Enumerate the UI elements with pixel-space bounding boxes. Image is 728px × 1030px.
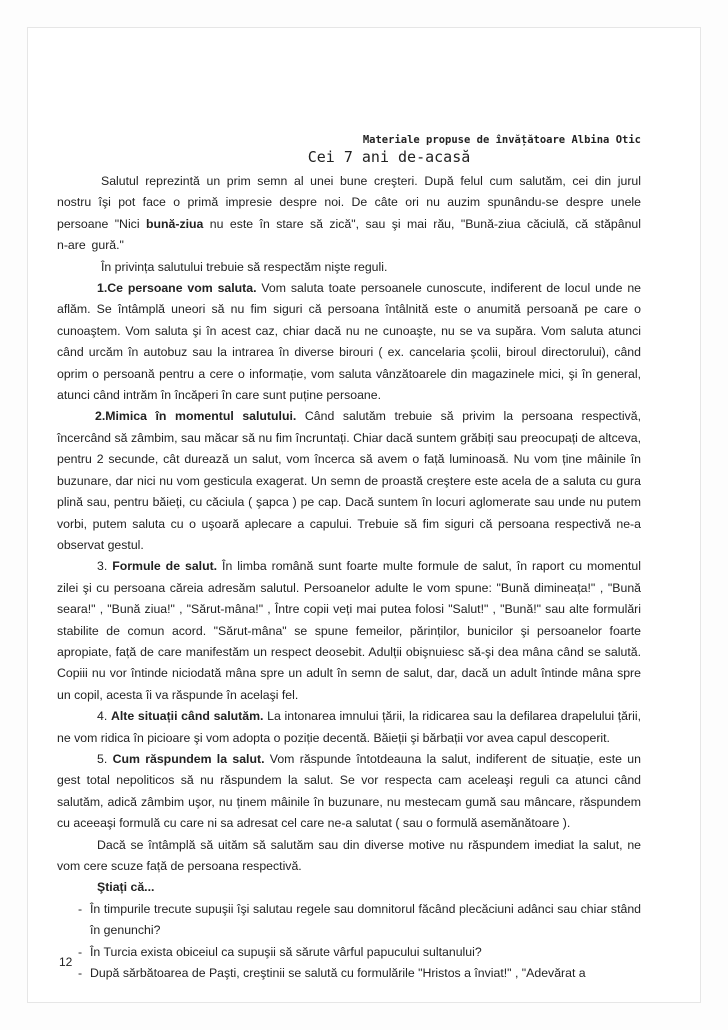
list-item-text: După sărbătoarea de Paşti, creştinii se salută cu formulările "Hristos a înviat!" , "Adevărat a <box>90 966 586 981</box>
list-dash: - <box>78 901 83 916</box>
section-2-text: Când salutăm trebuie să privim la persoana respectivă, încercând să zâmbim, sau măcar să nu fim încruntați. Chiar dacă suntem grăbiți sau preocupați de altceva, pentru 2 secunde, cât durează un salut, vom încerca să avem o față luminoasă. Nu vom ține mâinile în buzunare, dar nici nu vom gesticula exagerat. Un semn de proastă creştere este acela de a saluta cu gura plină sau, pentru băieți, cu căciula ( şapca ) pe cap. Dacă suntem în locuri aglomerate sau unde nu putem vorbi, putem saluta cu o uşoară aplecare a capului. Trebuie să fim siguri că persoana respectivă ne-a observat gestul. <box>57 409 641 552</box>
list-item <box>69 942 641 963</box>
section-1-text: Vom saluta toate persoanele cunoscute, indiferent de locul unde ne aflăm. Se întâmplă uneori să nu fim siguri că persoana întâlnită este o anumită persoană pe care o cunoaştem. Vom saluta şi în acest caz, chiar dacă nu ne cunoaşte, nu se va supăra. Vom saluta atunci când urcăm în autobuz sau la intrarea în diverse birouri ( ex. cancelaria şcolii, biroul directorului), când oprim o persoană pentru a cere o informație, vom saluta vânzătoarele din magazinele mici, şi în general, atunci când intrăm în încăperi în care sunt puține persoane. <box>57 281 642 403</box>
section-3 <box>57 556 641 706</box>
section-2 <box>57 406 641 556</box>
intro-paragraph <box>57 171 641 257</box>
rules-intro: În privința salutului trebuie să respectăm nişte reguli. <box>101 259 388 274</box>
section-1-heading: 1.Ce persoane vom saluta. <box>97 281 257 296</box>
did-you-know-title: Ştiați că... <box>97 880 155 895</box>
list-item <box>69 963 641 984</box>
section-3-number: 3. <box>97 559 113 574</box>
section-1 <box>57 278 641 406</box>
intro-text-a: Salutul reprezintă un prim semn al unei bune creşteri. După felul cum salutăm, cei din jurul nostru îşi pot face o primă impresie despre noi. De câte ori nu auzim spunându-se despre unele persoane "Nici <box>57 174 641 231</box>
section-5-text: Vom răspunde întotdeauna la salut, indiferent de situație, este un gest total nepoliticos să nu răspundem la salut. Se vor respecta cam aceleaşi reguli ca atunci când salutăm, adică zâmbim uşor, nu ținem mâinile în buzunare, nu mestecam gumă sau mâncare, răspundem cu aceeaşi formulă cu care ni sa adresat cel care ne-a salutat ( sau o formulă asemănătoare ). <box>57 751 641 831</box>
intro-bold-term: bună-ziua <box>145 216 204 231</box>
page-title: Cei 7 ani de-acasă <box>307 148 471 166</box>
did-you-know-heading <box>57 877 641 898</box>
list-item-text: În timpurile trecute supuşii îşi salutau regele sau domnitorul făcând plecăciuni adânci sau chiar stând în genunchi? <box>90 901 641 938</box>
closing-paragraph: Dacă se întâmplă să uităm să salutăm sau din diverse motive nu răspundem imediat la salut, ne vom cere scuze față de persoana respectivă. <box>57 837 641 873</box>
page-number: 12 <box>59 955 73 969</box>
section-3-text: În limba română sunt foarte multe formule de salut, în raport cu momentul zilei şi cu persoana căreia adresăm salutul. Persoanelor adulte le vom spune: "Bună dimineața!" , "Bună seara!" , "Bună ziua!" , "Sărut-mâna!" , Între copii veți mai putea folosi "Salut!" , "Bună!" sau alte formulări stabilite de comun acord. "Sărut-mâna" se spune femeilor, părinților, bunicilor şi persoanelor foarte apropiate, față de care manifestăm un respect deosebit. Adulții obişnuiesc să-şi dea mâna când se salută. Copiii nu vor întinde niciodată mâna spre un adult în semn de salut, dar, dacă un adult întinde mâna spre un copil, acesta îi va răspunde în acelaşi fel. <box>57 559 642 702</box>
section-2-heading: 2.Mimica în momentul salutului. <box>95 409 297 424</box>
list-dash: - <box>78 944 83 959</box>
section-4-heading: Alte situații când salutăm. <box>110 709 264 724</box>
section-4-text: La intonarea imnului țării, la ridicarea sau la defilarea drapelului țării, ne vom ridica în picioare şi vom adopta o poziție decentă. Băieții şi bărbații vor avea capul descoperit. <box>57 709 641 745</box>
section-4-number: 4. <box>97 709 111 724</box>
section-4 <box>57 706 641 749</box>
intro-text-c: nu este în stare să zică", sau şi mai rău, "Bună-ziua căciulă, că stăpânul n-are gură." <box>57 216 641 253</box>
page-content <box>57 105 641 984</box>
list-item-text: În Turcia exista obiceiul ca supuşii să sărute vârful papucului sultanului? <box>90 944 482 959</box>
list-dash: - <box>78 966 83 981</box>
section-3-heading: Formule de salut. <box>112 559 218 574</box>
section-5-heading: Cum răspundem la salut. <box>112 751 265 766</box>
author-line: Materiale propuse de învățătoare Albina Otic <box>362 134 641 146</box>
section-5 <box>57 749 641 835</box>
section-5-number: 5. <box>97 751 113 766</box>
list-item <box>69 899 641 942</box>
